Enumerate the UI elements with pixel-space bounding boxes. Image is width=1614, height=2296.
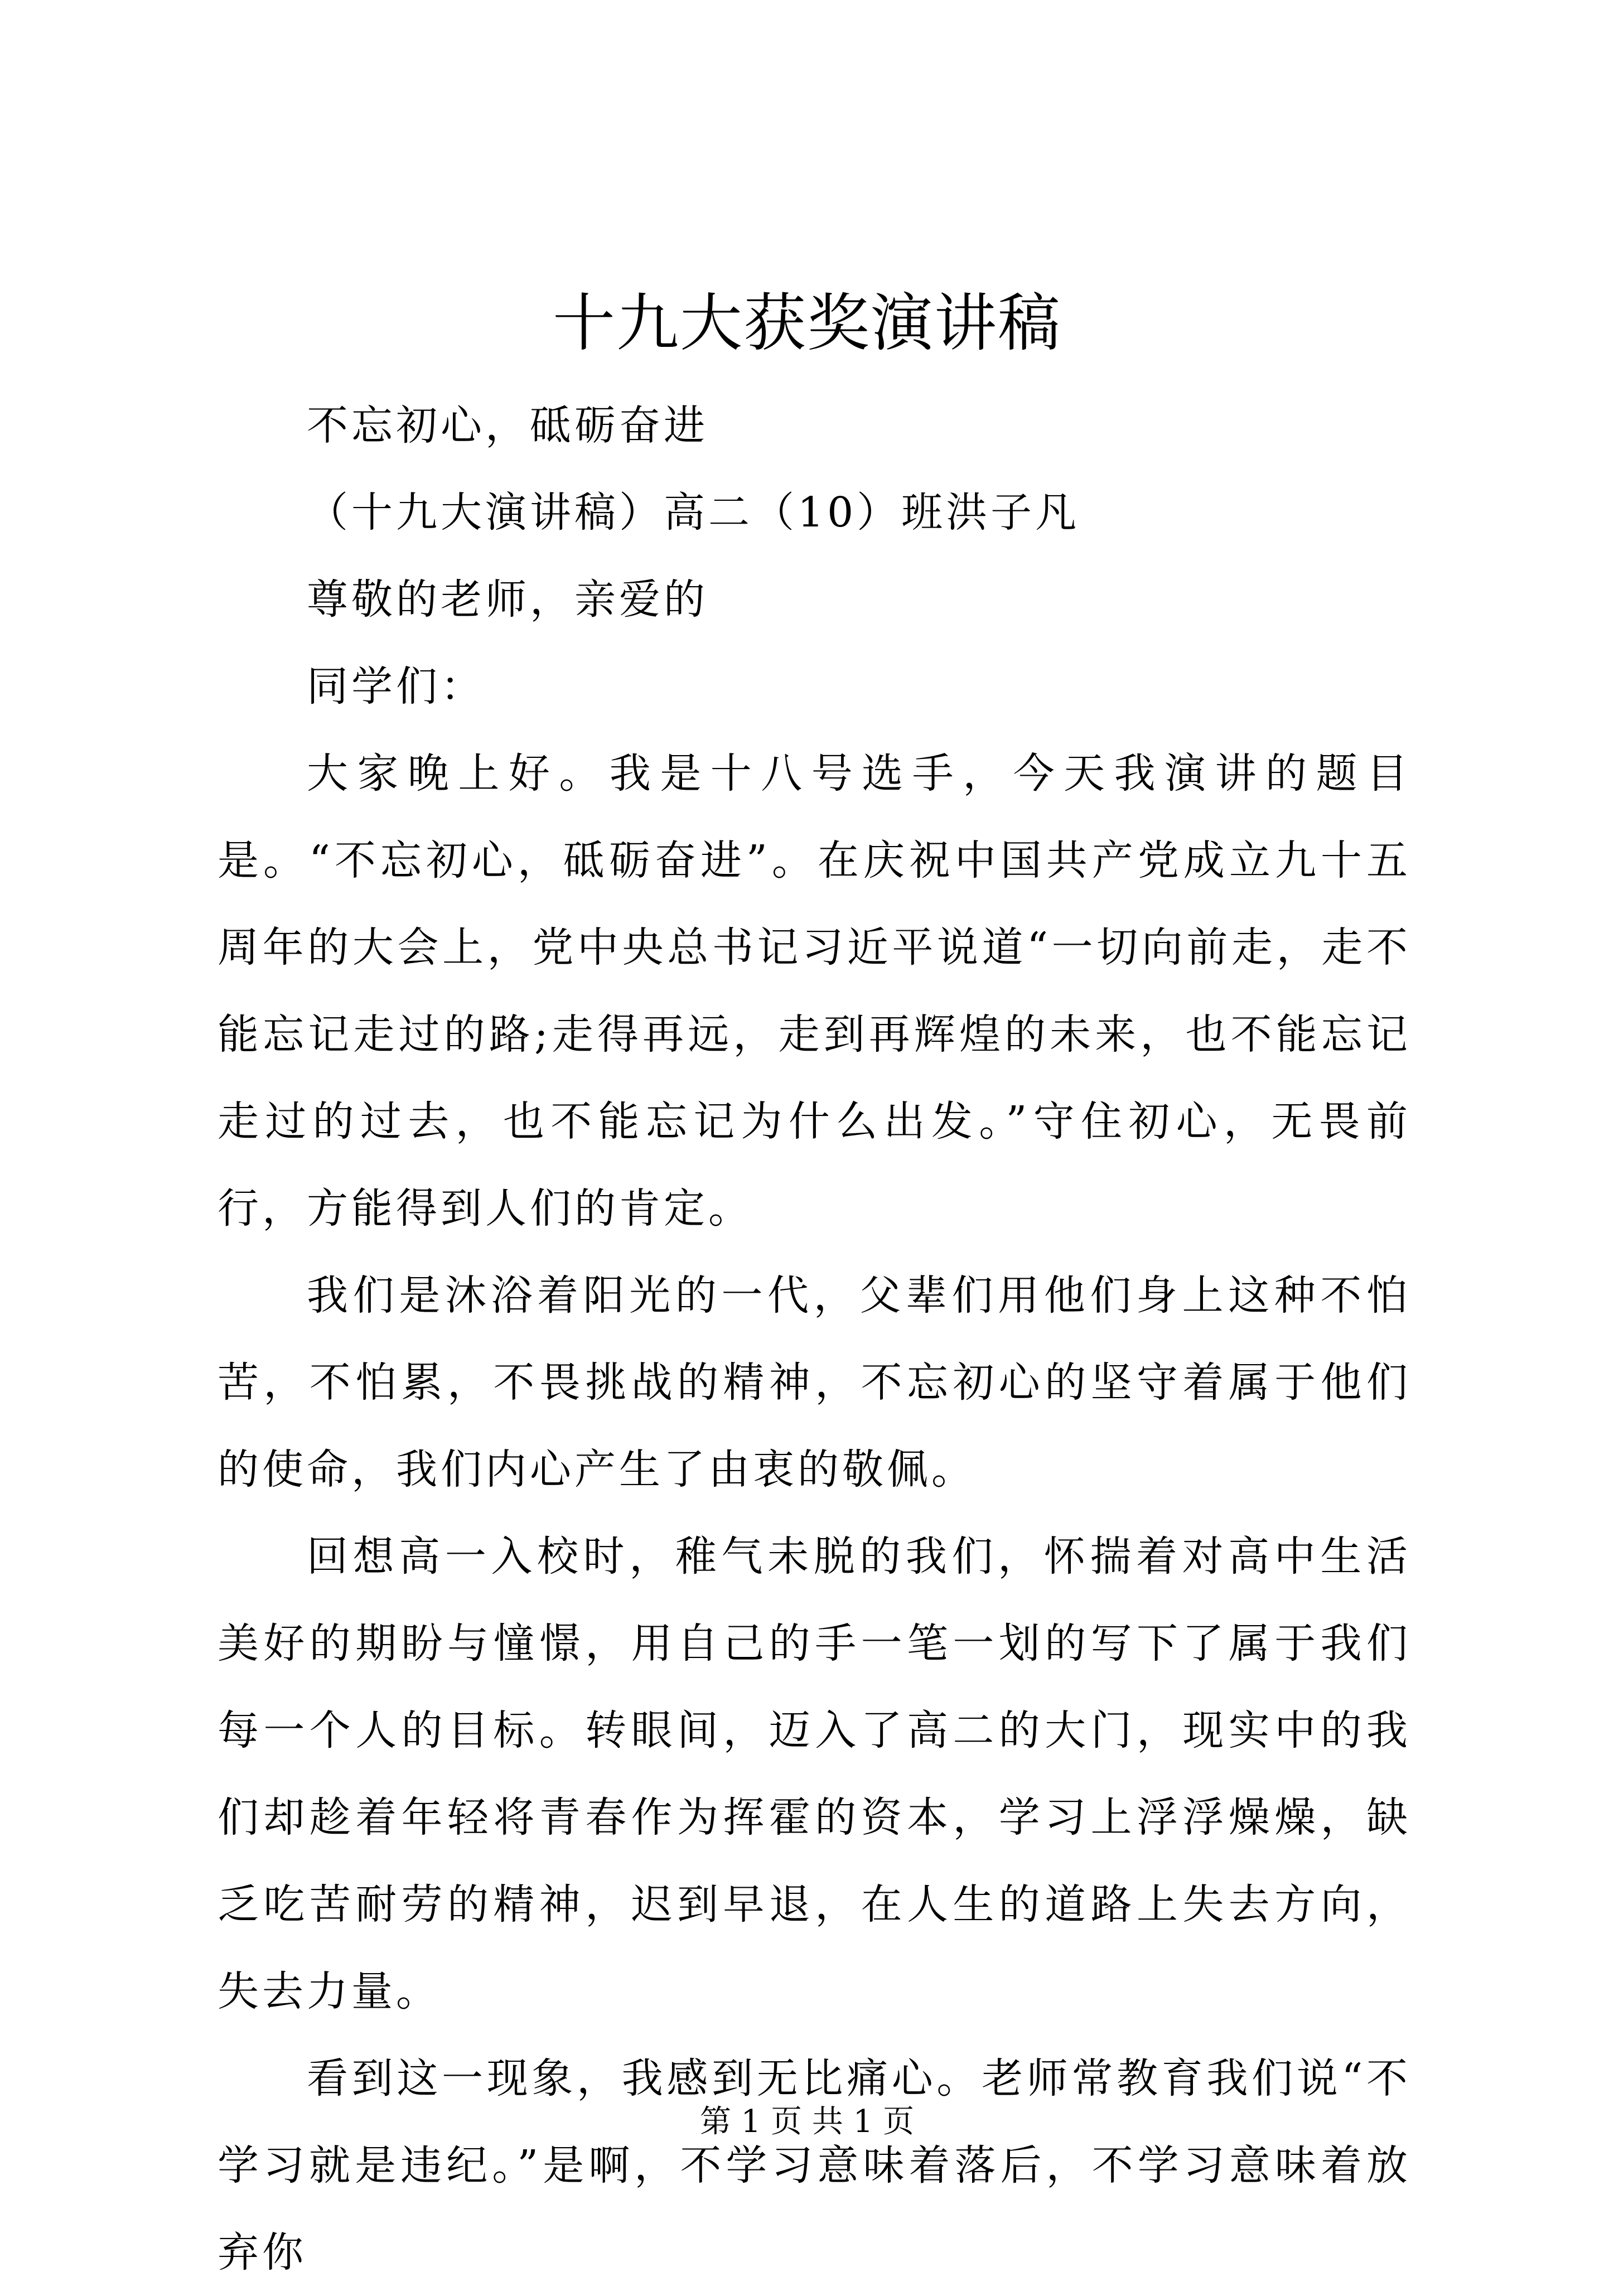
body-paragraph: 回想高一入校时，稚气未脱的我们，怀揣着对高中生活美好的期盼与憧憬，用自己的手一笔一划的写下了属于我们每一个人的目标。转眼间，迈入了高二的大门，现实中的我们却趁着年轻将青春作为挥霍的资本，学习上浮浮燥燥，缺乏吃苦耐劳的精神，迟到早退，在人生的道路上失去方向，失去力量。 [218, 1533, 1411, 2015]
body-paragraph: 大家晚上好。我是十八号选手，今天我演讲的题目是。“不忘初心，砥砺奋进”。在庆祝中国共产党成立九十五周年的大会上，党中央总书记习近平说道“一切向前走，走不能忘记走过的路;走得再远，走到再辉煌的未来，也不能忘记走过的过去，也不能忘记为什么出发。”守住初心，无畏前行，方能得到人们的肯定。 [218, 750, 1411, 1232]
salutation-paragraph: 尊敬的老师，亲爱的 [307, 576, 708, 623]
document-body [218, 382, 1411, 2296]
page-footer: 第 1 页 共 1 页 [699, 2104, 915, 2140]
salutation-paragraph: 同学们： [307, 663, 485, 710]
body-paragraph: 我们是沐浴着阳光的一代，父辈们用他们身上这种不怕苦，不怕累，不畏挑战的精神，不忘初心的坚守着属于他们的使命，我们内心产生了由衷的敬佩。 [218, 1272, 1411, 1493]
subtitle-paragraph: 不忘初心，砥砺奋进 [307, 402, 708, 449]
body-paragraph: 看到这一现象，我感到无比痛心。老师常教育我们说“不学习就是违纪。”是啊，不学习意味着落后，不学习意味着放弃你 [218, 2055, 1411, 2276]
author-paragraph: （十九大演讲稿）高二（10）班洪子凡 [307, 489, 1080, 536]
document-title: 十九大获奖演讲稿 [553, 287, 1061, 360]
